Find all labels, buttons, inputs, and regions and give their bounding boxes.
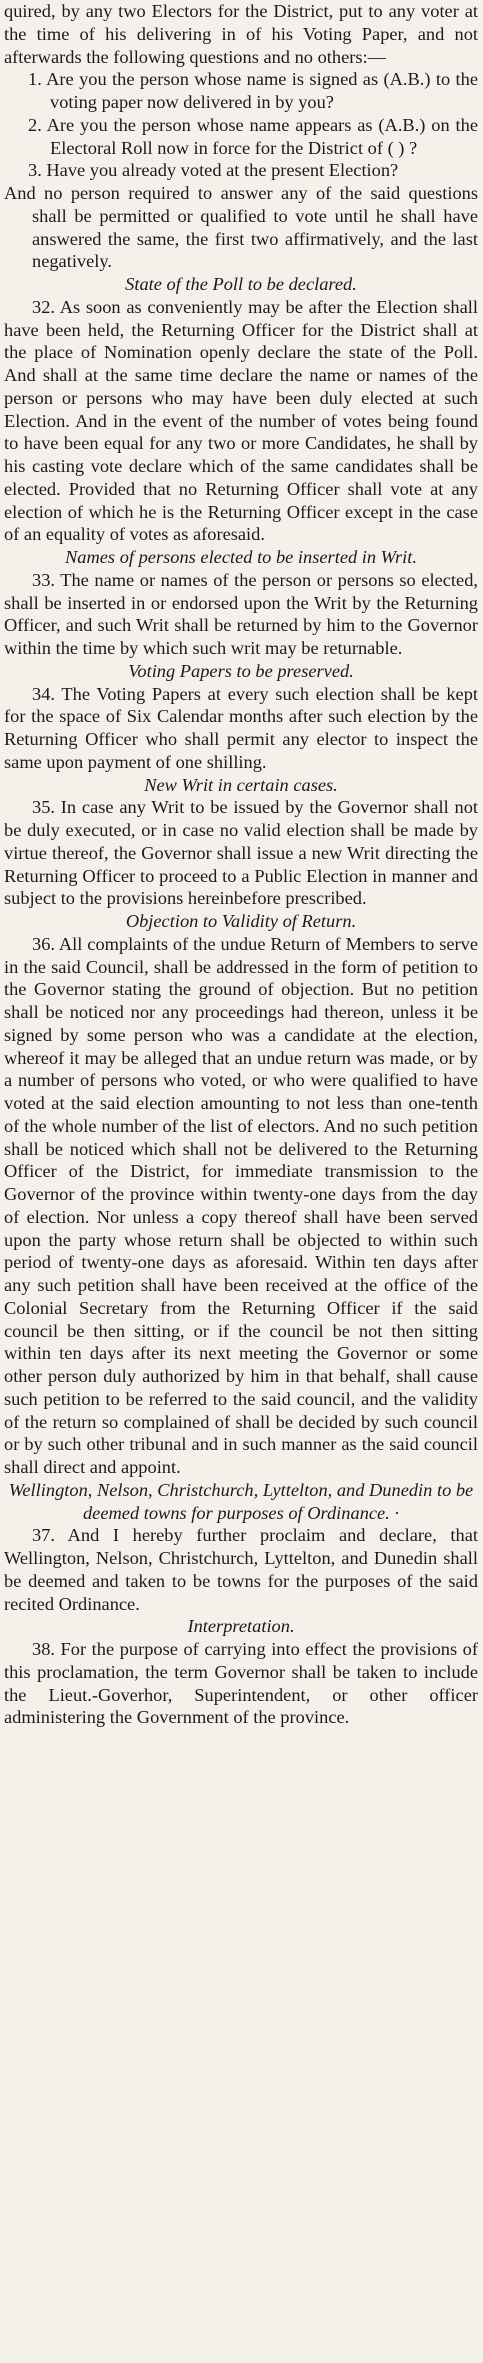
section-33 [4,546,478,660]
section-36 [4,910,478,1479]
section-37 [4,1479,478,1616]
section-text: 33. The name or names of the person or persons so elected, shall be inserted in or endorsed upon the Writ by the Returning Officer, and such Writ shall be returned by him to the Governor within the time by which such writ may be returnable. [4,569,478,658]
section-text: 35. In case any Writ to be issued by the Governor shall not be duly executed, or in case no valid election shall be made by virtue thereof, the Governor shall issue a new Writ directing the Returning Officer to proceed to a Public Election in manner and subject to the provisions hereinbefore prescribed. [4,797,478,909]
question-2: 2. Are you the person whose name appears as (A.B.) on the Electoral Roll now in force for the District of ( ) ? [28,114,478,158]
section-38 [4,1615,478,1729]
section-34 [4,660,478,774]
section-heading: Voting Papers to be preserved. [128,660,354,681]
closing-paragraph: And no person required to answer any of the said questions shall be permitted or qualified to vote until he shall have answered the same, the first two affirmatively, and the last negatively. [4,183,478,272]
section-32 [4,273,478,546]
section-heading: Wellington, Nelson, Christchurch, Lyttelton, and Dunedin to be deemed towns for purposes of Ordinance. · [8,1479,474,1523]
section-heading: New Writ in certain cases. [144,774,338,795]
section-heading: State of the Poll to be declared. [125,274,357,294]
section-text: 34. The Voting Papers at every such election shall be kept for the space of Six Calendar months after such election by the Returning Officer who shall permit any elector to inspect the same upon payment of one shilling. [4,683,478,772]
section-heading: Names of persons elected to be inserted in Writ. [65,547,417,567]
section-35 [4,774,478,911]
continuation-paragraph: quired, by any two Electors for the District, put to any voter at the time of his delivering in of his Voting Paper, and not afterwards the following questions and no others:— [4,1,478,67]
section-heading: Objection to Validity of Return. [125,911,357,931]
section-text: 38. For the purpose of carrying into effect the provisions of this proclamation, the term Governor shall be taken to include the Lieut.-Goverhor, Superintendent, or other officer administering the Government of the province. [4,1639,478,1728]
section-text: 32. As soon as conveniently may be after the Election shall have been held, the Returning Officer for the District shall at the place of Nomination openly declare the state of the Poll. And shall at the same time declare the name or names of the person or persons who may have been duly elected at such Election. And in the event of the number of votes being found to have been equal for any two or more Candidates, he shall by his casting vote declare which of the same candidates shall be elected. Provided that no Returning Officer shall vote at any election of which he is the Returning Officer except in the case of an equality of votes as aforesaid. [4,296,478,545]
section-text: 37. And I hereby further proclaim and declare, that Wellington, Nelson, Christchurch, Lyttelton, and Dunedin shall be deemed and taken to be towns for the purposes of the said recited Ordinance. [4,1525,478,1614]
question-3: 3. Have you already voted at the present Election? [28,160,399,181]
section-heading: Interpretation. [187,1616,295,1637]
question-1: 1. Are you the person whose name is signed as (A.B.) to the voting paper now delivered in by you? [28,69,478,112]
section-text: 36. All complaints of the undue Return of Members to serve in the said Council, shall be addressed in the form of petition to the Governor stating the ground of objection. But no petition shall be noticed nor any proceedings had thereon, unless it be signed by some person who was a candidate at the election, whereof it may be alleged that an undue return was made, or by a number of persons who voted, or who were qualified to have voted at the said election amounting to not less than one-tenth of the whole number of the list of electors. And no such petition shall be noticed which shall not be delivered to the Returning Officer of the District, for immediate transmission to the Governor of the province within twenty-one days from the day of election. Nor unless a copy thereof shall have been served upon the party whose return shall be objected to within such period of twenty-one days as aforesaid. Within ten days after any such petition shall have been received at the office of the Colonial Secretary from the Returning Officer if the said council be then sitting, or if the council be not then sitting within ten days after its next meeting the Governor or some other person duly authorized by him in that behalf, shall cause such petition to be referred to the said council, and the validity of the return so complained of shall be decided by such council or by such other tribunal and in such manner as the said council shall direct and appoint. [4,933,478,1477]
